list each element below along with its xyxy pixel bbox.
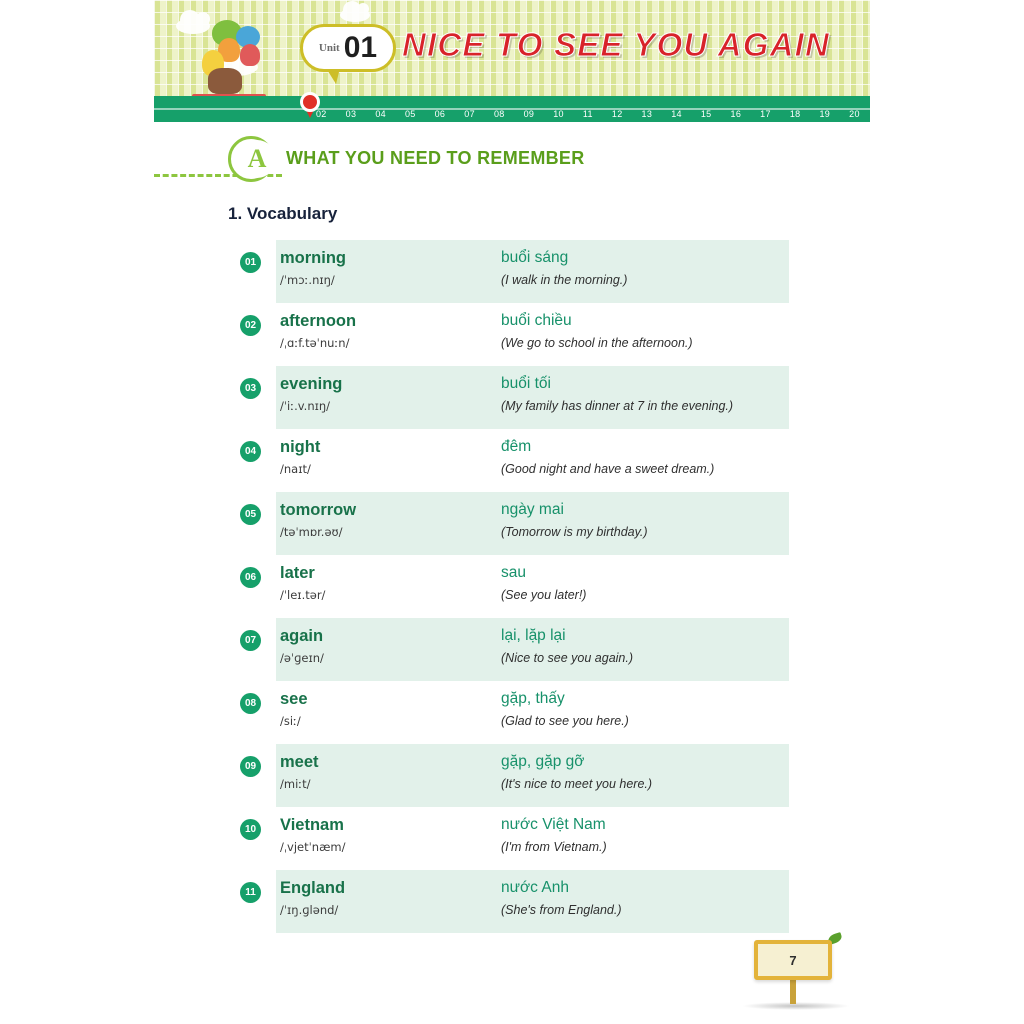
progress-number: 12 <box>611 109 623 119</box>
ipa-text: /siː/ <box>280 714 301 729</box>
meaning-text: sau <box>501 564 526 581</box>
meaning-text: buổi sáng <box>501 249 569 266</box>
word-cell <box>276 870 501 933</box>
meaning-text: buổi chiều <box>501 312 572 329</box>
word-text: evening <box>280 375 343 393</box>
ipa-text: /ˈleɪ.tər/ <box>280 588 326 603</box>
example-text: (My family has dinner at 7 in the evening.) <box>501 399 734 414</box>
ipa-text: /təˈmɒr.əʊ/ <box>280 525 343 540</box>
example-text: (She's from England.) <box>501 903 622 918</box>
page-number-signpost <box>742 930 852 1012</box>
word-text: afternoon <box>280 312 357 330</box>
progress-number: 18 <box>789 109 801 119</box>
word-cell <box>276 429 501 492</box>
unit-header-banner <box>154 0 870 96</box>
ipa-text: /ˈiː.v.nɪŋ/ <box>280 399 331 414</box>
ipa-text: /ˌvjetˈnæm/ <box>280 840 346 855</box>
table-row <box>240 618 789 681</box>
row-number: 09 <box>240 744 276 807</box>
word-cell <box>276 555 501 618</box>
progress-number: 15 <box>700 109 712 119</box>
progress-number: 06 <box>434 109 446 119</box>
progress-number: 16 <box>730 109 742 119</box>
row-number: 10 <box>240 807 276 870</box>
unit-title: NICE TO SEE YOU AGAIN <box>402 26 830 63</box>
meaning-cell <box>501 240 789 303</box>
example-text: (Nice to see you again.) <box>501 651 634 666</box>
meaning-cell <box>501 429 789 492</box>
word-cell <box>276 492 501 555</box>
progress-number: 11 <box>582 109 593 119</box>
word-text: see <box>280 690 308 708</box>
meaning-text: nước Việt Nam <box>501 816 606 833</box>
table-row <box>240 870 789 933</box>
progress-number-list <box>316 96 860 122</box>
unit-badge <box>300 24 396 72</box>
section-letter: A <box>238 140 276 178</box>
progress-number: 20 <box>849 109 860 119</box>
kids-illustration <box>184 16 294 96</box>
vocabulary-table <box>240 240 789 933</box>
table-row <box>240 429 789 492</box>
meaning-text: nước Anh <box>501 879 569 896</box>
table-row <box>240 240 789 303</box>
meaning-cell <box>501 492 789 555</box>
progress-number: 09 <box>523 109 535 119</box>
progress-number: 07 <box>464 109 475 119</box>
meaning-text: ngày mai <box>501 501 564 518</box>
example-text: (See you later!) <box>501 588 587 603</box>
row-number: 07 <box>240 618 276 681</box>
signpost-pole <box>790 978 796 1004</box>
row-number: 11 <box>240 870 276 933</box>
ipa-text: /ˌɑːf.təˈnuːn/ <box>280 336 350 351</box>
progress-number: 08 <box>493 109 505 119</box>
word-cell <box>276 240 501 303</box>
row-number: 01 <box>240 240 276 303</box>
progress-number: 10 <box>553 109 564 119</box>
progress-number: 03 <box>345 109 357 119</box>
example-text: (Glad to see you here.) <box>501 714 629 729</box>
table-row <box>240 555 789 618</box>
meaning-cell <box>501 618 789 681</box>
table-row <box>240 366 789 429</box>
word-text: morning <box>280 249 346 267</box>
progress-number: 04 <box>375 109 386 119</box>
row-number: 06 <box>240 555 276 618</box>
meaning-text: gặp, gặp gỡ <box>501 753 585 770</box>
progress-number: 02 <box>316 109 327 119</box>
example-text: (Good night and have a sweet dream.) <box>501 462 715 477</box>
table-row <box>240 681 789 744</box>
word-cell <box>276 681 501 744</box>
meaning-cell <box>501 744 789 807</box>
meaning-text: gặp, thấy <box>501 690 565 707</box>
word-cell <box>276 366 501 429</box>
meaning-text: buổi tối <box>501 375 551 392</box>
row-number: 05 <box>240 492 276 555</box>
cloud-icon <box>340 8 370 22</box>
page-number: 7 <box>754 940 832 980</box>
word-text: tomorrow <box>280 501 357 519</box>
signpost-shadow <box>742 1002 850 1010</box>
example-text: (I'm from Vietnam.) <box>501 840 607 855</box>
progress-number: 14 <box>671 109 682 119</box>
ipa-text: /ˈmɔː.nɪŋ/ <box>280 273 335 288</box>
section-title: WHAT YOU NEED TO REMEMBER <box>286 148 585 168</box>
word-text: night <box>280 438 321 456</box>
row-number: 02 <box>240 303 276 366</box>
progress-number: 19 <box>819 109 831 119</box>
word-text: meet <box>280 753 319 771</box>
meaning-cell <box>501 303 789 366</box>
progress-number: 13 <box>641 109 653 119</box>
table-row <box>240 744 789 807</box>
ipa-text: /miːt/ <box>280 777 311 792</box>
meaning-cell <box>501 681 789 744</box>
progress-number: 17 <box>760 109 771 119</box>
meaning-cell <box>501 870 789 933</box>
example-text: (We go to school in the afternoon.) <box>501 336 693 351</box>
meaning-cell <box>501 555 789 618</box>
meaning-text: đêm <box>501 438 532 455</box>
table-row <box>240 492 789 555</box>
progress-number: 05 <box>404 109 416 119</box>
example-text: (It's nice to meet you here.) <box>501 777 653 792</box>
meaning-cell <box>501 807 789 870</box>
meaning-cell <box>501 366 789 429</box>
lesson-progress-strip <box>154 96 870 122</box>
example-text: (Tomorrow is my birthday.) <box>501 525 648 540</box>
ipa-text: /naɪt/ <box>280 462 311 477</box>
word-cell <box>276 744 501 807</box>
word-text: again <box>280 627 324 645</box>
row-number: 03 <box>240 366 276 429</box>
example-text: (I walk in the morning.) <box>501 273 628 288</box>
table-row <box>240 807 789 870</box>
ipa-text: /ˈɪŋ.ɡlənd/ <box>280 903 339 918</box>
word-text: later <box>280 564 315 582</box>
word-cell <box>276 618 501 681</box>
word-text: Vietnam <box>280 816 344 834</box>
meaning-text: lại, lặp lại <box>501 627 566 644</box>
word-cell <box>276 303 501 366</box>
unit-label: Unit <box>318 42 340 54</box>
row-number: 08 <box>240 681 276 744</box>
vocabulary-heading: 1. Vocabulary <box>228 204 338 223</box>
row-number: 04 <box>240 429 276 492</box>
table-row <box>240 303 789 366</box>
word-text: England <box>280 879 346 897</box>
unit-number: 01 <box>343 31 378 64</box>
word-cell <box>276 807 501 870</box>
ipa-text: /əˈɡeɪn/ <box>280 651 324 666</box>
